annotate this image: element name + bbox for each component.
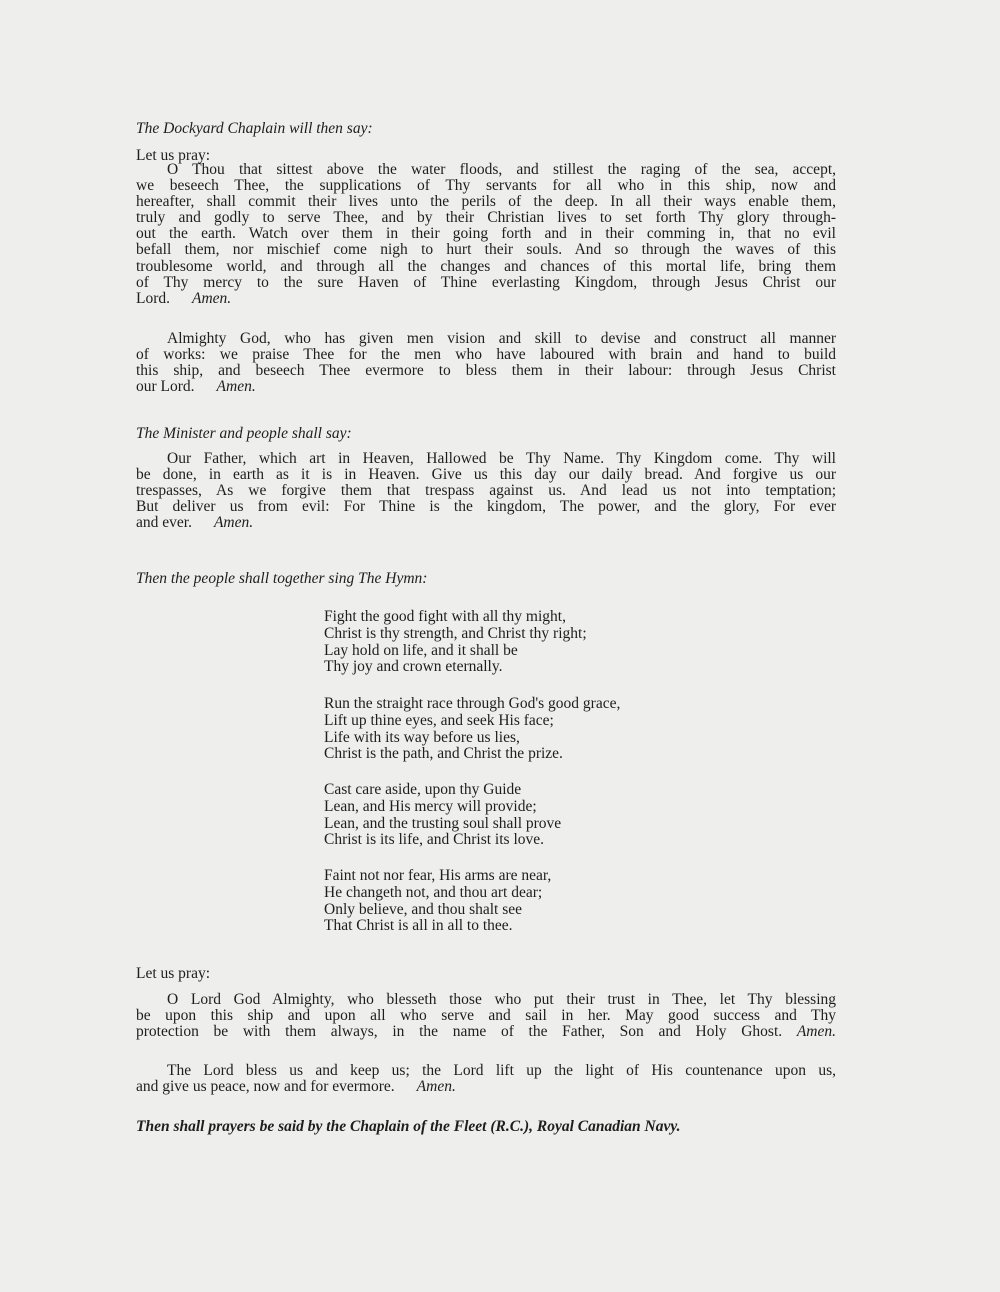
hymn-line: Christ is its life, and Christ its love. xyxy=(324,831,545,849)
hymn-line: Faint not nor fear, His arms are near, xyxy=(324,867,552,884)
hymn-line: Cast care aside, upon thy Guide xyxy=(324,781,522,798)
hymn-line: Lean, and His mercy will provide; xyxy=(324,797,537,815)
hymn-line: Only believe, and thou shalt see xyxy=(324,900,523,918)
amen: Amen. xyxy=(213,514,254,532)
hymn-line: Run the straight race through God's good grace, xyxy=(324,695,621,712)
text-line: we beseech Thee, the supplications of Thy servants for all who in this ship, now and xyxy=(136,177,836,195)
text-line: troublesome world, and through all the changes and chances of this mortal life, bring them xyxy=(136,257,836,275)
hymn-line: Christ is the path, and Christ the prize. xyxy=(324,745,563,763)
prayer-builders xyxy=(136,331,836,395)
text-line: Almighty God, who has given men vision and skill to devise and construct all manner xyxy=(167,330,836,347)
text-line: hereafter, shall commit their lives unto the perils of the deep. In all their ways enable them, xyxy=(136,193,836,211)
hymn-line: Thy joy and crown eternally. xyxy=(324,658,503,676)
text-line: befall them, nor mischief come nigh to hurt their souls. And so through the waves of this xyxy=(136,241,836,259)
let-us-pray-heading: Let us pray: xyxy=(136,147,211,164)
hymn-line: Fight the good fight with all thy might, xyxy=(324,608,566,625)
final-rubric: Then shall prayers be said by the Chaplain of the Fleet (R.C.), Royal Canadian Navy. xyxy=(136,1118,681,1135)
text-line: trespasses, As we forgive them that trespass against us. And lead us not into temptation; xyxy=(136,482,836,500)
amen: Amen. xyxy=(192,289,232,307)
text-line: this ship, and beseech Thee evermore to bless them in their labour: through Jesus Christ xyxy=(136,362,836,380)
text-line: be done, in earth as it is in Heaven. Give us this day our daily bread. And forgive us our xyxy=(136,466,836,484)
text-line: be upon this ship and upon all who serve and sail in her. May good success and Thy xyxy=(136,1007,836,1025)
hymn-line: Lift up thine eyes, and seek His face; xyxy=(324,711,554,729)
text-line: out the earth. Watch over them in their going forth and in their comming in, that no evil xyxy=(136,225,836,243)
hymn-line: Life with its way before us lies, xyxy=(324,728,520,746)
text-line: O Thou that sittest above the water floods, and stillest the raging of the sea, accept, xyxy=(167,161,836,178)
hymn-stanza-2 xyxy=(324,696,620,763)
hymn-line: That Christ is all in all to thee. xyxy=(324,917,513,935)
hymn-line: Lay hold on life, and it shall be xyxy=(324,641,518,659)
hymn-line: Lean, and the trusting soul shall prove xyxy=(324,814,562,832)
hymn-stanza-4 xyxy=(324,868,551,935)
text-line: of works: we praise Thee for the men who have laboured with brain and hand to build xyxy=(136,346,836,364)
rubric-chaplain: The Dockyard Chaplain will then say: xyxy=(136,120,373,137)
blessing xyxy=(136,1063,836,1095)
text-line: of Thy mercy to the sure Haven of Thine everlasting Kingdom, through Jesus Christ our xyxy=(136,273,836,291)
rubric-hymn: Then the people shall together sing The Hymn: xyxy=(136,570,428,587)
let-us-pray-heading-2: Let us pray: xyxy=(136,965,211,982)
amen: Amen. xyxy=(216,378,256,396)
hymn-stanza-1 xyxy=(324,609,587,676)
hymn-stanza-3 xyxy=(324,782,561,849)
text-line: and ever. xyxy=(136,514,192,532)
text-line: protection be with them always, in the name of the Father, Son and Holy Ghost. xyxy=(136,1023,783,1041)
amen: Amen. xyxy=(796,1023,836,1041)
text-line: The Lord bless us and keep us; the Lord lift up the light of His countenance upon us, xyxy=(167,1062,836,1079)
rubric-minister: The Minister and people shall say: xyxy=(136,425,352,442)
text-line: But deliver us from evil: For Thine is the kingdom, The power, and the glory, For ever xyxy=(136,498,836,516)
text-line: Our Father, which art in Heaven, Hallowed be Thy Name. Thy Kingdom come. Thy will xyxy=(167,450,836,467)
amen: Amen. xyxy=(416,1078,456,1096)
text-line: and give us peace, now and for evermore. xyxy=(136,1078,395,1096)
text-line: truly and godly to serve Thee, and by their Christian lives to set forth Thy glory through- xyxy=(136,209,836,227)
lords-prayer xyxy=(136,451,836,531)
hymn-line: He changeth not, and thou art dear; xyxy=(324,883,543,901)
text-line: Lord. xyxy=(136,289,171,307)
text-line: O Lord God Almighty, who blesseth those who put their trust in Thee, let Thy blessing xyxy=(167,991,836,1008)
prayer-blessing-ship xyxy=(136,992,836,1040)
text-line: our Lord. xyxy=(136,378,195,396)
hymn-line: Christ is thy strength, and Christ thy right; xyxy=(324,624,587,642)
prayer-sea xyxy=(136,162,836,307)
